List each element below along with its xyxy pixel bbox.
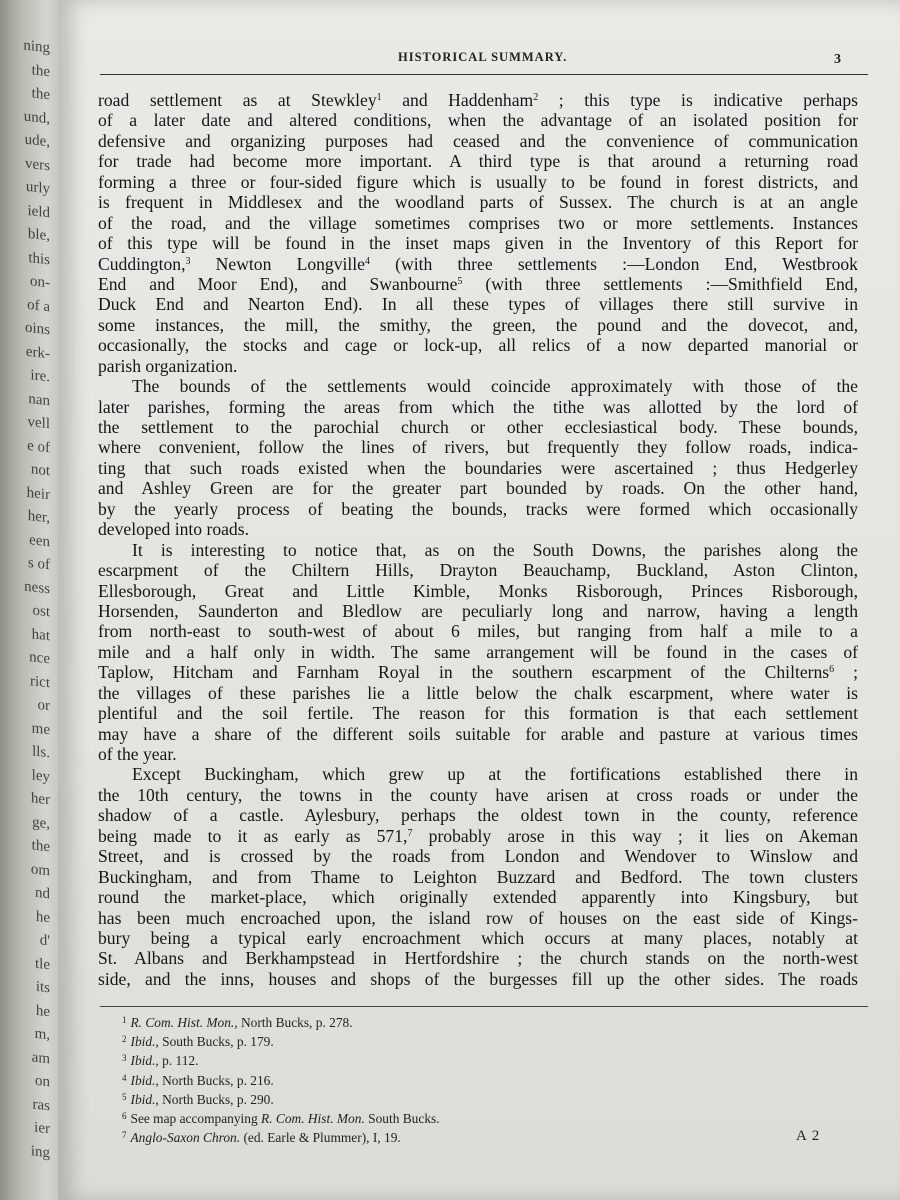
gutter-fragment: d' [39,932,50,950]
text-line [98,683,858,703]
text-run: Duck End and Nearton End). In all these types of villages there still survive in [98,294,858,315]
text-run: of the road, and the village sometimes comprises two or more settlements. Instances [98,212,858,233]
gutter-fragment: or [37,696,50,715]
gutter-fragment: its [35,978,50,997]
gutter-fragment: e of [27,437,50,456]
footnote-marker: 4 [122,1072,127,1083]
gutter-fragment: een [29,531,50,550]
text-run: Buckingham, and from Thame to Leighton Buzzard and Bedford. The town clusters [98,866,858,887]
gutter-fragment: on [35,1072,50,1091]
text-run: defensive and organizing purposes had ceased and the convenience of communication [98,130,858,151]
gutter-fragment: erk- [25,343,50,362]
footnote-marker: 3 [122,1053,127,1064]
text-run: developed into roads. [98,519,249,540]
gutter-fragment: am [31,1048,50,1067]
footnote-reference: 2 [533,92,539,103]
text-line [98,724,858,744]
text-line [98,826,858,846]
text-line [98,744,858,764]
text-line [98,764,858,784]
body-text [98,90,858,989]
text-line [98,601,858,621]
footnote [122,1070,822,1089]
text-line [98,908,858,928]
text-run: of the year. [98,744,177,764]
text-line [98,315,858,335]
facing-page-gutter [0,0,58,1200]
gutter-fragment: her [30,790,50,809]
gutter-fragment: the [31,61,50,80]
text-line [98,846,858,866]
text-line [98,192,858,212]
text-line [98,642,858,662]
text-run: bury being a typical early encroachment which occurs at many places, notably at [98,927,858,948]
gutter-fragment: nd [35,884,50,903]
footnote-reference: 4 [364,255,370,267]
text-run: Newton Longville [190,253,365,274]
text-run: mile and a half only in width. The same arrangement will be found in the cases of [98,641,858,662]
text-run: ting that such roads existed when the boundaries were ascertained ; thus Hedgerley [98,457,858,478]
gutter-fragment: und, [23,108,50,127]
text-run: Horsenden, Saunderton and Bledlow are peculiarly long and narrow, having a length [98,600,858,621]
gutter-fragment: he [35,1002,50,1020]
gutter-fragment: urly [25,178,50,198]
text-line [98,131,858,151]
footnote [122,1089,822,1108]
gutter-fragment: ness [24,578,50,597]
footnote-source-title: Ibid. [130,1072,156,1088]
text-line [98,417,858,437]
gutter-fragment: ge, [32,813,50,832]
page-number: 3 [834,52,841,67]
text-run: the settlement to the parochial church or other ecclesiastical body. These bounds, [98,417,858,437]
text-line [98,151,858,171]
text-run: and Ashley Green are for the greater part bounded by roads. On the other hand, [98,478,858,499]
text-line [98,110,858,130]
text-run: of this type will be found in the inset maps given in the Inventory of this Report for [98,233,858,254]
footnote-rule [100,1006,868,1007]
gutter-fragment: hat [31,625,50,644]
footnote-reference: 7 [407,827,413,839]
text-line [98,785,858,805]
gutter-fragment: ield [27,202,50,221]
text-run: is frequent in Middlesex and the woodland parts of Sussex. The church is at an angle [98,192,858,213]
gutter-fragment: vers [25,155,50,174]
gutter-fragment: ude, [24,131,50,151]
text-line [98,233,858,253]
text-run: St. Albans and Berkhampstead in Hertfordshire ; the church stands on the north-west [98,948,858,969]
text-line [98,376,858,396]
text-run: ; this type is indicative perhaps [538,90,858,110]
footnote-reference: 3 [185,255,191,267]
gutter-fragment: m, [34,1025,50,1044]
footnote-source-title: Ibid. [130,1034,156,1050]
text-run: forming a three or four-sided figure which is usually to be found in forest districts, and [98,171,858,192]
footnote [122,1012,822,1031]
text-run: being made to it as early as 571, [98,825,408,846]
gutter-fragment: he [35,908,50,926]
text-line [98,928,858,948]
text-run: later parishes, forming the areas from which the tithe was allotted by the lord of [98,396,858,417]
text-run: End and Moor End), and Swanbourne [98,273,458,294]
footnote-reference: 1 [376,92,382,103]
text-line [98,805,858,825]
text-line [98,662,858,682]
footnote-text: (ed. Earle & Plummer), I, 19. [240,1130,401,1146]
text-run: some instances, the mill, the smithy, the green, the pound and the dovecot, and, [98,314,858,335]
footnote-marker: 1 [122,1015,127,1025]
footnote-text: , North Bucks, p. 290. [155,1091,274,1107]
text-line [98,499,858,519]
gutter-fragment: nan [28,390,50,409]
footnote-source-title: R. Com. Hist. Mon. [130,1015,235,1030]
text-line [98,274,858,294]
text-line [98,581,858,601]
text-run: the 10th century, the towns in the county have arisen at cross roads or under the [98,784,858,805]
text-run: plentiful and the soil fertile. The reason for this formation is that each settlement [98,703,858,724]
gutter-fragment: oins [24,319,50,339]
footnote-reference: 5 [457,275,463,287]
text-line [98,703,858,723]
footnote [122,1031,822,1050]
gutter-fragment: ing [30,1142,50,1161]
footnote-text: , p. 112. [155,1053,199,1069]
footnote-source-title: Ibid. [130,1053,156,1069]
footnote-marker: 7 [122,1130,127,1141]
text-run: may have a share of the different soils suitable for arable and pasture at various times [98,723,858,744]
footnote-text: , North Bucks, p. 216. [155,1072,274,1088]
header-rule [100,74,868,75]
text-line [98,294,858,314]
gutter-fragment: ost [32,602,50,621]
text-run: where convenient, follow the lines of rivers, but frequently they follow roads, indica- [98,437,858,458]
text-line [98,867,858,887]
text-run: from north-east to south-west of about 6 miles, but ranging from half a mile to a [98,621,858,642]
gutter-fragment: ning [23,37,50,57]
footnote-marker: 5 [122,1091,127,1102]
footnote [122,1127,822,1146]
text-run: shadow of a castle. Aylesbury, perhaps the oldest town in the county, reference [98,805,858,826]
text-run: escarpment of the Chiltern Hills, Drayton Beauchamp, Buckland, Aston Clinton, [98,560,858,581]
gutter-fragment: not [30,461,50,480]
text-run: Ellesborough, Great and Little Kimble, Monks Risborough, Princes Risborough, [98,580,858,601]
text-run: the villages of these parishes lie a little below the chalk escarpment, where water is [98,682,858,703]
text-line [98,478,858,498]
text-line [98,213,858,233]
text-line [98,437,858,457]
text-line [98,90,858,110]
footnote-text: South Bucks. [364,1111,440,1127]
text-run: Street, and is crossed by the roads from London and Wendover to Winslow and [98,846,858,867]
gutter-fragment: lls. [32,743,50,762]
text-run: for trade had become more important. A third type is that around a returning road [98,151,858,172]
gutter-fragment: tle [35,955,50,973]
gutter-fragment: her, [27,507,50,527]
text-run: by the yearly process of beating the bounds, tracks were formed which occasionally [98,498,858,519]
text-run: occasionally, the stocks and cage or lock-up, all relics of a now departed manorial or [98,335,858,356]
running-head [58,48,900,70]
footnote-text: , North Bucks, p. 278. [234,1015,353,1030]
gutter-fragment: this [28,249,50,268]
text-line [98,254,858,274]
text-line [98,397,858,417]
gutter-fragment: heir [26,484,50,503]
footnote-text: See map accompanying [130,1111,262,1127]
footnote-reference: 6 [829,664,835,676]
text-run: parish organization. [98,355,238,376]
gutter-fragment: nce [29,649,50,668]
gutter-fragment: the [31,85,50,104]
gutter-fragment: ire. [30,367,50,386]
text-run: road settlement as at Stewkley [98,90,377,110]
text-run: (with three settlements :—Smithfield End, [462,273,858,294]
footnote-marker: 2 [122,1034,127,1045]
text-line [98,519,858,539]
text-run: side, and the inns, houses and shops of the burgesses fill up the other sides. The roads [98,968,858,989]
text-run: has been much encroached upon, the island row of houses on the east side of Kings- [98,907,858,928]
text-run: round the market-place, which originally extended apparently into Kingsbury, but [98,887,858,908]
text-run: probably arose in this way ; it lies on Akeman [412,825,859,846]
text-run: and Haddenham [381,90,534,110]
footnote-marker: 6 [122,1111,127,1122]
text-line [98,948,858,968]
text-run: ; [834,662,858,683]
gutter-fragment: rict [30,672,50,691]
text-line [98,887,858,907]
book-page [58,0,900,1200]
gutter-fragment: me [31,719,50,738]
gutter-fragment: of a [27,296,50,315]
text-run: It is interesting to notice that, as on the South Downs, the parishes along the [132,539,858,560]
text-run: Except Buckingham, which grew up at the fortifications established there in [132,764,858,785]
text-line [98,540,858,560]
footnote-source-title: R. Com. Hist. Mon. [261,1111,365,1127]
running-head-title: HISTORICAL SUMMARY. [398,50,568,64]
text-line [98,458,858,478]
gutter-fragment: vell [27,413,50,433]
footnote-source-title: Anglo-Saxon Chron. [130,1130,241,1146]
text-run: of a later date and altered conditions, when the advantage of an isolated position for [98,110,858,131]
gutter-fragment: ley [31,766,50,785]
text-line [98,969,858,989]
gutter-fragment: s of [27,554,50,574]
footnote-text: , South Bucks, p. 179. [155,1034,274,1050]
gutter-fragment: ras [32,1095,50,1114]
text-run: The bounds of the settlements would coincide approximately with those of the [132,376,858,397]
gutter-fragment: on- [30,273,50,292]
gutter-fragment: ier [34,1119,50,1138]
text-run: Cuddington, [98,253,186,274]
gutter-fragment: ble, [27,225,50,245]
text-run: (with three settlements :—London End, Westbrook [369,253,858,274]
footnote [122,1108,822,1127]
signature-mark: A 2 [796,1128,821,1144]
footnote-source-title: Ibid. [130,1091,156,1107]
gutter-fragment: om [30,860,50,879]
text-line [98,621,858,641]
text-line [98,335,858,355]
text-line [98,172,858,192]
footnote [122,1050,822,1069]
text-line [98,560,858,580]
text-line [98,356,858,376]
gutter-fragment: the [31,837,50,856]
footnotes [122,1012,822,1146]
text-run: Taplow, Hitcham and Farnham Royal in the southern escarpment of the Chilterns [98,662,830,683]
